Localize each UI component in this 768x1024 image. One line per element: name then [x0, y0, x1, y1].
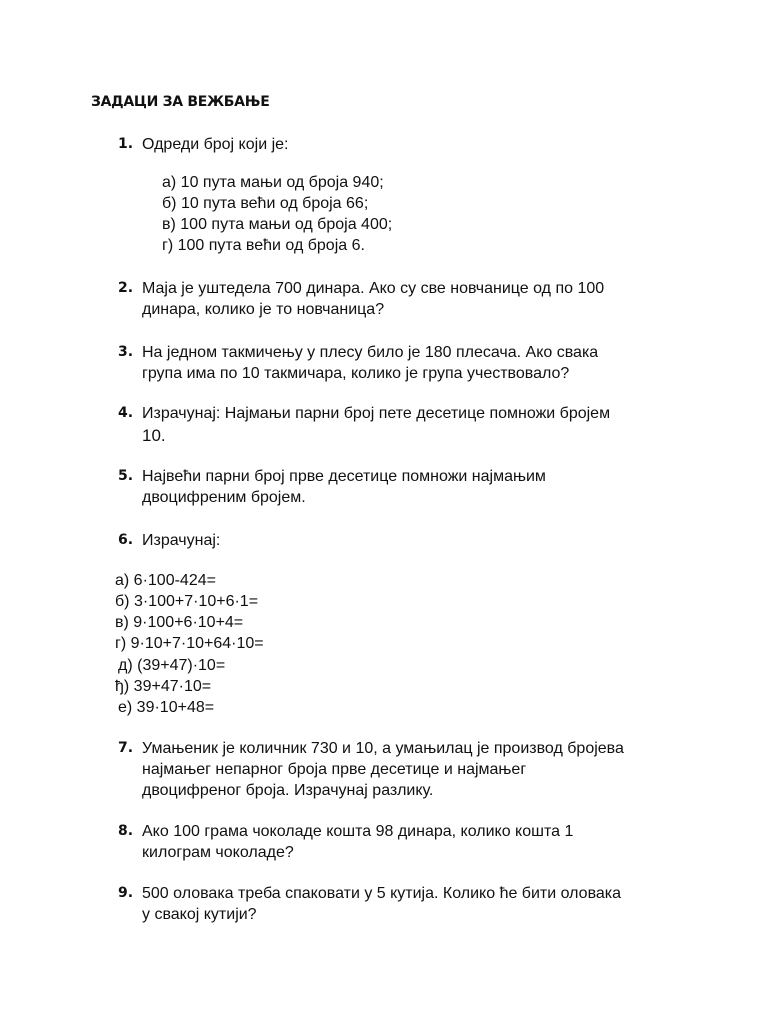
task-text — [142, 530, 687, 551]
task-line: Највећи парни број прве десетице помножи најмањим — [142, 468, 546, 485]
task-line: двоцифреног броја. Израчунај разлику. — [142, 782, 434, 799]
task-line: Израчунај: — [142, 532, 221, 549]
task-text — [142, 738, 687, 801]
calculation-item: д) (39+47)·10= — [118, 657, 226, 674]
task-1-subitems — [162, 172, 392, 256]
task-line: двоцифреним бројем. — [142, 489, 306, 506]
subitem: г) 100 пута већи од броја 6. — [162, 237, 365, 254]
task-line: Ако 100 грама чоколаде кошта 98 динара, колико кошта 1 — [142, 823, 574, 840]
task-line: 10. — [142, 426, 166, 445]
task-line: Израчунај: Најмањи парни број пете десетице помножи бројем — [142, 405, 611, 422]
calculation-item: г) 9·10+7·10+64·10= — [115, 635, 264, 652]
task-text — [142, 342, 687, 384]
task-text — [142, 466, 687, 508]
task-text — [142, 883, 687, 925]
task-line: динара, колико је то новчаница? — [142, 301, 385, 318]
task-text — [142, 278, 687, 320]
page-title: ЗАДАЦИ ЗА ВЕЖБАЊЕ — [91, 94, 270, 110]
calculation-item: б) 3·100+7·10+6·1= — [115, 593, 259, 610]
task-text — [142, 821, 687, 863]
calculation-item: а) 6·100-424= — [115, 572, 216, 589]
task-line: На једном такмичењу у плесу било је 180 плесача. Ако свака — [142, 344, 599, 361]
subitem: в) 100 пута мањи од броја 400; — [162, 216, 393, 233]
task-line: група има по 10 такмичара, колико је група учествовало? — [142, 365, 570, 382]
subitem: а) 10 пута мањи од броја 940; — [162, 174, 384, 191]
task-number: 1. — [118, 136, 134, 152]
task-number: 9. — [118, 885, 134, 901]
subitem: б) 10 пута већи од броја 66; — [162, 195, 369, 212]
task-number: 3. — [118, 344, 134, 360]
task-number: 2. — [118, 280, 134, 296]
task-number: 8. — [118, 823, 134, 839]
task-line: 500 оловака треба спаковати у 5 кутија. Колико ће бити оловака — [142, 885, 622, 902]
task-line: у свакој кутији? — [142, 906, 257, 923]
task-number: 5. — [118, 468, 134, 484]
task-text — [142, 134, 687, 155]
calculation-item: е) 39·10+48= — [118, 699, 215, 716]
task-number: 4. — [118, 405, 134, 421]
task-line: Одреди број који је: — [142, 136, 289, 153]
task-line: Маја је уштедела 700 динара. Ако су све новчанице од по 100 — [142, 280, 605, 297]
task-number: 7. — [118, 740, 134, 756]
task-text — [142, 403, 687, 447]
calculation-item: в) 9·100+6·10+4= — [115, 614, 244, 631]
calculation-item: ђ) 39+47·10= — [115, 678, 212, 695]
task-line: килограм чоколаде? — [142, 844, 294, 861]
task-number: 6. — [118, 532, 134, 548]
task-line: Умањеник је количник 730 и 10, а умањилац је производ бројева — [142, 740, 624, 757]
task-line: најмањег непарног броја прве десетице и најмањег — [142, 761, 527, 778]
